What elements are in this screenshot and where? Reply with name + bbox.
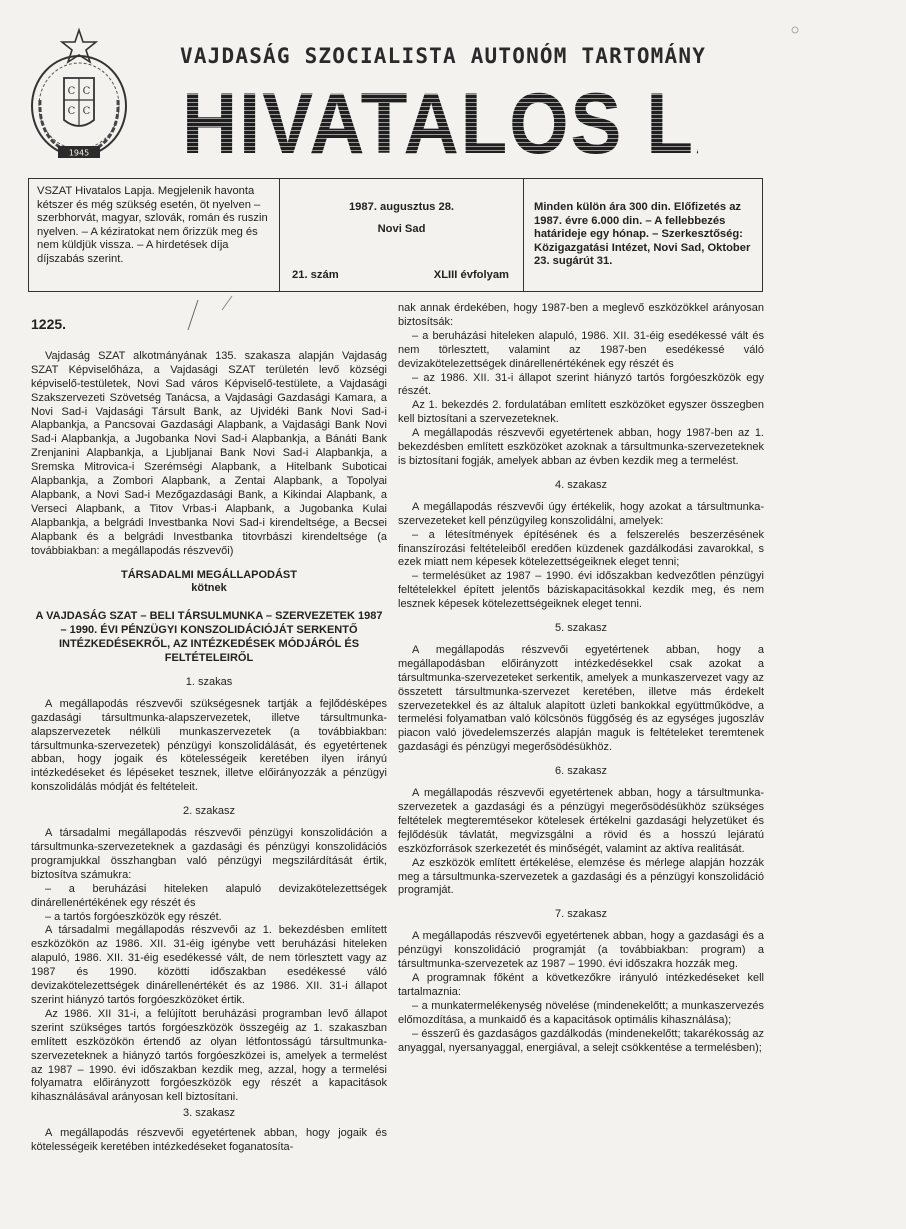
section-text: Az eszközök említett értékelése, elemzése és mérlege alapján hozzák meg a társultmunka-szervezetek a gazdasági és a pénzügyi konszolidáció programját. — [398, 856, 764, 897]
masthead-supertitle: VAJDASÁG SZOCIALISTA AUTONÓM TARTOMÁNY — [180, 44, 707, 68]
emblem-year: 1945 — [68, 148, 90, 158]
issue-date: 1987. augusztus 28. — [348, 201, 455, 213]
issue-place: Novi Sad — [377, 223, 426, 235]
list-item: – a létesítmények építésének és a felszerelés beszerzésének finanszírozási feltételeiből eredően küzdenek gazdálkodási zavarokkal, s ezek miatt nem képesek kötelezettségeiknek eleget tenni; — [398, 528, 764, 569]
section-heading: 6. szakasz — [555, 765, 607, 778]
section-heading: 3. szakasz — [183, 1107, 235, 1120]
section-text: A megállapodás részvevői egyetértenek abban, hogy a megállapodásban előirányzott intézkedésekkel csak azokat a társultmunka-szervezeteket serkentik, amelyek a munkaszervezet vagy az összetett társultmunka-szervezet keretében, illetve más érdekelt szervezetekkel és az általuk alapított üzleti bankokkal együttműködve, a termelési folyamatban való kölcsönös függőség és az egységes jugoszláv piacon való jövedelemszerzés alapján maguk is feltételeket teremtenek gazdasági és pénzügyi megerősödésükhöz. — [398, 643, 764, 754]
svg-text:С: С — [82, 106, 91, 117]
section-heading: 1. szakas — [185, 675, 233, 688]
section-text: A megállapodás részvevői egyetértenek abban, hogy jogaik és kötelességeik keretében intézkedéseket foganatosíta- — [31, 1127, 387, 1154]
publication-note: VSZAT Hivatalos Lapja. Megjelenik havonta kétszer és még szükség esetén, öt nyelven – szerbhorvát, magyar, szlovák, román és ruszin nyelven. – A kéziratokat nem őrizzük meg és nem küldjük vissza. – A hirdetések díja díjszabás szerint. — [29, 179, 280, 291]
list-item: – az 1986. XII. 31-i állapot szerint hiányzó tartós forgóeszközök egy részét. — [398, 371, 764, 398]
list-item: – a tartós forgóeszközök egy részét. — [45, 910, 222, 923]
list-item: – a beruházási hiteleken alapuló, 1986. XII. 31-éig esedékessé vált és nem törlesztett, valamint az 1987-ben esedékessé váló devizakötelezettségek dinárellenértékének egy részét és — [398, 329, 764, 370]
list-item: – a beruházási hiteleken alapuló devizakötelezettségek dinárellenértékének egy részét és — [31, 882, 387, 909]
document-number: 1225. — [31, 316, 67, 332]
section-text: A megállapodás részvevői egyetértenek abban, hogy a társultmunka-szervezetek a gazdasági és a pénzügyi megerősödésükhöz szükséges feltételek megteremtésekor kötelesek értékelni gazdasági helyzetüket és fejlődésük távlatát, megvizsgálni a rövid és a hosszú lejáratú eszközforrások szerkezetét és minőségét, valamint az aktíva realitását. — [398, 787, 764, 855]
agreement-subheading: kötnek — [191, 582, 227, 595]
coat-of-arms-emblem — [28, 28, 130, 166]
section-text: A megállapodás részvevői egyetértenek abban, hogy a gazdasági és a pénzügyi konszolidáció programját (a továbbiakban: program) a társultmunka-szervezetek az 1987 – 1990. évi időszakra hozzák meg. — [398, 930, 764, 971]
section-text: Az 1986. XII 31-i, a felújított beruházási programban levő állapot szerint szükséges tartós forgóeszközök összegéig az 1. szakaszban említett eszközökön értendő az olyan létfontosságú társultmunka-szervezeteknek a hiányzó tartós forgóeszközei is, amelyek a termelést az 1987 – 1990. évi időszakban kezdik meg, azzal, hogy a termelési folyamatra előirányzott forgóeszközök egy részét a kapacitások kihasználásával arányosan kell biztosítani. — [31, 1007, 387, 1104]
issue-info — [280, 179, 524, 291]
left-column — [31, 312, 387, 1155]
masthead-title: HIVATALOS LAPJA — [182, 76, 906, 172]
section-text: nak annak érdekében, hogy 1987-ben a meglevő eszközökkel arányosan biztosítsák: — [398, 302, 764, 328]
list-item: – ésszerű és gazdaságos gazdálkodás (mindenekelőtt; takarékosság az anyaggal, nyersanyaggal, energiával, a selejt csökkentése a termelésben); — [398, 1027, 764, 1054]
list-item: – a munkatermelékenység növelése (mindenekelőtt; a munkaszervezés előmozdítása, a munkaidő és a kapacitások optimális kihasználása); — [398, 999, 764, 1026]
section-text: A megállapodás részvevői szükségesnek tartják a fejlődésképes gazdasági társultmunka-alapszervezetek, illetve társultmunka-alapszervezetek nélküli munkaszervezetek (a továbbiakban: társultmunka-szervezetek) pénzügyi konszolidálását, és egyetértenek abban, hogy jogaik és kötelességeik keretében ilyen irányú intézkedéseket és lépéseket tesznek, illetve előirányozzák a pénzügyi konszolidálás módját és feltételeit. — [31, 697, 387, 794]
intro-paragraph: Vajdaság SZAT alkotmányának 135. szakasza alapján Vajdaság SZAT Képviselőháza, a Vajdasági SZAT területén levő községi képviselő-testületek, Novi Sad város Képviselő-testülete, a Vajdasági Szakszervezeti Szövetség Tanácsa, a Vajdasági Gazdasági Kamara, a Novi Sad-i Vajdasági Társult Bank, az Ujvidéki Bank Novi Sad-i Alapbankja, a Pancsovai Gazdasági Alapbank, a Vajdasági Bank Novi Sad-i Alapbankja, a Jugobanka Novi Sad-i Alapbankja, a Bánáti Bank Zrenjanini Alapbankja, a Ljubljanai Bank Novi Sad-i Alapbankja, a Sremska Mitrovica-i Szerémségi Alapbank, a Hitelbank Suboticai Alapbankja, a Zombori Alapbank, a Zentai Alapbank, a Topolyai Alapbank, a Novi Sad-i Mezőgazdasági Bank, a Kikindai Alapbank, a Verseci Alapbank, a Titov Vrbas-i Alapbank, a Jugobanka Kulai Alapbankja, a belgrádi Investbanka Novi Sad-i kirendeltsége, a Becsei Alapbank és a belgrádi Investbanka titovrbászi kirendeltsége (a továbbiakban: a megállapodás részvevői) — [31, 349, 387, 557]
price-and-editorial: Minden külön ára 300 din. Előfizetés az 1987. évre 6.000 din. – A fellebbezés határideje egy hónap. – Szerkesztőség: Közigazgatási Intézet, Novi Sad, Oktober 23. sugárút 31. — [534, 201, 751, 268]
section-text: Az 1. bekezdés 2. fordulatában említett eszközöket egyszer összegben kell biztosítani a szervezeteknek. — [398, 399, 764, 426]
issue-number: 21. szám — [292, 269, 339, 282]
list-item: – termelésüket az 1987 – 1990. évi időszakban kedvezőtlen pénzügyi feltételekkel épített jelentős báziskapacitásokkal kezdik meg, és nem lesznek képesek kötelezettségeiknek eleget tenni. — [398, 570, 764, 611]
svg-text:С: С — [67, 86, 76, 97]
right-column — [398, 302, 764, 1055]
svg-text:С: С — [82, 86, 91, 97]
section-heading: 2. szakasz — [183, 805, 235, 818]
section-heading: 7. szakasz — [555, 908, 607, 921]
agreement-title: A VAJDASÁG SZAT – BELI TÁRSULMUNKA – SZERVEZETEK 1987 – 1990. ÉVI PÉNZÜGYI KONSZOLIDÁCIÓJÁT SERKENTŐ INTÉZKEDÉSEKRŐL, AZ INTÉZKEDÉSEK MÓDJÁRÓL ÉS FELTÉTELEIRŐL — [35, 610, 383, 665]
section-text: A társadalmi megállapodás részvevői az 1. bekezdésben említett eszközökön az 1986. XII. 31-éig igénybe vett beruházási hiteleken alapuló, 1986. XII. 31-éig esedékessé vált, de nem törlesztett vagy az 1987 és 1990. közötti időszakban esedékessé váló devizakötelezettségek dinárellenértékét és az 1986. XII. 31-i állapot szerint hiányzó tartós forgóeszközöket értik. — [31, 924, 387, 1006]
section-text: A társadalmi megállapodás részvevői pénzügyi konszolidáción a társultmunka-szervezeteknek a gazdasági és pénzügyi konszolidációs programjukkal összhangban való pénzügyi megszilárdítását értik, biztosítva számukra: — [31, 827, 387, 881]
publication-info-box — [28, 178, 763, 292]
agreement-heading: TÁRSADALMI MEGÁLLAPODÁST — [121, 568, 297, 581]
section-text: A megállapodás részvevői egyetértenek abban, hogy 1987-ben az 1. bekezdésben említett eszközöket azoknak a társultmunka-szervezeteknek is biztosítani fogják, amelyek abban az évben kezdik meg a termelést. — [398, 427, 764, 467]
section-heading: 4. szakasz — [555, 478, 607, 491]
section-text: A megállapodás részvevői úgy értékelik, hogy azokat a társultmunka-szervezeteket kell pénzügyileg konszolidálni, amelyek: — [398, 500, 764, 527]
section-heading: 5. szakasz — [555, 622, 607, 635]
svg-text:С: С — [67, 106, 76, 117]
section-text: A programnak főként a következőkre irányuló intézkedéseket kell tartalmaznia: — [398, 971, 764, 998]
issue-volume: XLIII évfolyam — [433, 269, 509, 282]
